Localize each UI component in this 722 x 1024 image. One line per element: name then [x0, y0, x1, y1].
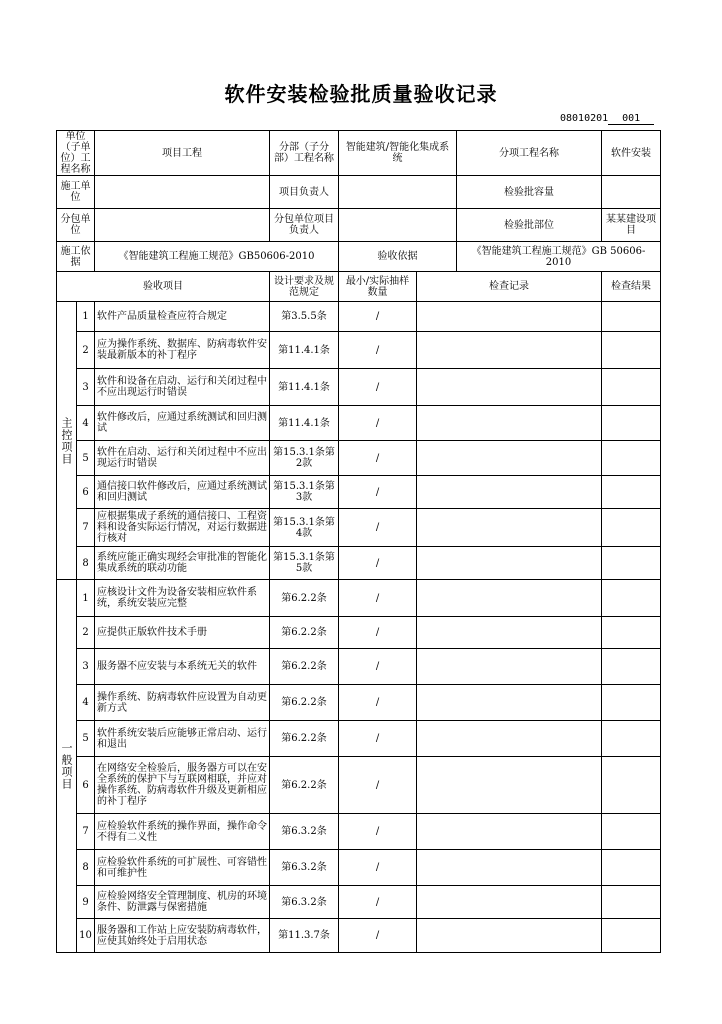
code-prefix: 08010201: [560, 113, 609, 124]
item-record: [417, 757, 602, 814]
item-number: 10: [77, 919, 95, 953]
item-text: 软件和设备在启动、运行和关闭过程中不应出现运行时错误: [95, 369, 270, 406]
item-text: 在网络安全检验后，服务器方可以在安全系统的保护下与互联网相联，并应对操作系统、防病毒软件升级及更新相应的补丁程序: [95, 757, 270, 814]
table-row: [57, 476, 661, 509]
item-result: [602, 814, 661, 850]
item-text: 操作系统、防病毒软件应设置为自动更新方式: [95, 685, 270, 721]
item-sample: /: [339, 617, 417, 649]
item-text: 软件系统安装后应能够正常启动、运行和退出: [95, 721, 270, 757]
table-row: [57, 332, 661, 369]
item-text: 应核设计文件为设备安装相应软件系统，系统安装应完整: [95, 580, 270, 617]
item-text: 服务器和工作站上应安装防病毒软件，应使其始终处于启用状态: [95, 919, 270, 953]
col-record: 检查记录: [417, 272, 602, 302]
unit-name-value: 项目工程: [95, 131, 270, 176]
item-result: [602, 332, 661, 369]
item-number: 6: [77, 757, 95, 814]
item-spec: 第15.3.1条第2款: [270, 441, 339, 476]
item-result: [602, 406, 661, 441]
item-record: [417, 886, 602, 919]
table-row: [57, 302, 661, 332]
item-record: [417, 580, 602, 617]
col-sample: 最小/实际抽样数量: [339, 272, 417, 302]
item-record: [417, 509, 602, 547]
table-row: [57, 617, 661, 649]
item-sample: /: [339, 302, 417, 332]
item-text: 应提供正版软件技术手册: [95, 617, 270, 649]
item-result: [602, 547, 661, 580]
main-section-label: 主控项目: [57, 302, 77, 580]
item-sample: /: [339, 721, 417, 757]
item-record: [417, 476, 602, 509]
item-sample: /: [339, 509, 417, 547]
item-text: 应为操作系统、数据库、防病毒软件安装最新版本的补丁程序: [95, 332, 270, 369]
sub-manager-label: 分包单位项目负责人: [270, 209, 339, 242]
item-spec: 第6.3.2条: [270, 886, 339, 919]
item-result: [602, 919, 661, 953]
item-spec: 第15.3.1条第4款: [270, 509, 339, 547]
item-number: 3: [77, 649, 95, 685]
item-spec: 第6.2.2条: [270, 649, 339, 685]
table-row: [57, 886, 661, 919]
table-row: [57, 685, 661, 721]
item-spec: 第6.2.2条: [270, 685, 339, 721]
item-number: 1: [77, 302, 95, 332]
item-text: 软件在启动、运行和关闭过程中不应出现运行时错误: [95, 441, 270, 476]
item-text: 软件修改后，应通过系统测试和回归测试: [95, 406, 270, 441]
item-sample: /: [339, 580, 417, 617]
item-number: 8: [77, 850, 95, 886]
item-result: [602, 441, 661, 476]
item-record: [417, 302, 602, 332]
item-number: 4: [77, 685, 95, 721]
item-text: 系统应能正确实现经会审批准的智能化集成系统的联动功能: [95, 547, 270, 580]
sub-item-name-value: 软件安装: [602, 131, 661, 176]
item-sample: /: [339, 369, 417, 406]
table-row: [57, 441, 661, 476]
item-text: 服务器不应安装与本系统无关的软件: [95, 649, 270, 685]
item-sample: /: [339, 919, 417, 953]
batch-capacity-label: 检验批容量: [457, 176, 602, 209]
table-row: [57, 369, 661, 406]
item-sample: /: [339, 850, 417, 886]
item-record: [417, 617, 602, 649]
item-record: [417, 685, 602, 721]
item-sample: /: [339, 406, 417, 441]
unit-name-label: 单位（子单位）工程名称: [57, 131, 95, 176]
item-spec: 第11.4.1条: [270, 332, 339, 369]
item-record: [417, 814, 602, 850]
item-number: 9: [77, 886, 95, 919]
table-row: [57, 547, 661, 580]
basis-label: 施工依据: [57, 242, 95, 272]
item-record: [417, 406, 602, 441]
item-number: 5: [77, 721, 95, 757]
table-row: [57, 757, 661, 814]
item-result: [602, 369, 661, 406]
construction-unit-label: 施工单位: [57, 176, 95, 209]
construction-unit-value: [95, 176, 270, 209]
item-spec: 第6.2.2条: [270, 580, 339, 617]
item-number: 1: [77, 580, 95, 617]
item-record: [417, 919, 602, 953]
item-number: 2: [77, 332, 95, 369]
item-text: 通信接口软件修改后，应通过系统测试和回归测试: [95, 476, 270, 509]
page-title: 软件安装检验批质量验收记录: [224, 82, 498, 106]
item-sample: /: [339, 441, 417, 476]
col-spec: 设计要求及规范规定: [270, 272, 339, 302]
item-spec: 第3.5.5条: [270, 302, 339, 332]
general-section-label: 一般项目: [57, 580, 77, 953]
item-spec: 第11.4.1条: [270, 369, 339, 406]
item-record: [417, 547, 602, 580]
table-row: [57, 919, 661, 953]
item-result: [602, 509, 661, 547]
item-spec: 第6.3.2条: [270, 850, 339, 886]
table-row: [57, 850, 661, 886]
batch-location-label: 检验批部位: [457, 209, 602, 242]
item-sample: /: [339, 649, 417, 685]
item-record: [417, 369, 602, 406]
item-sample: /: [339, 814, 417, 850]
acceptance-basis-value: 《智能建筑工程施工规范》GB 50606-2010: [457, 242, 661, 272]
col-result: 检查结果: [602, 272, 661, 302]
project-manager-value: [339, 176, 457, 209]
batch-capacity-value: [602, 176, 661, 209]
item-number: 5: [77, 441, 95, 476]
project-manager-label: 项目负责人: [270, 176, 339, 209]
item-record: [417, 649, 602, 685]
item-number: 2: [77, 617, 95, 649]
item-spec: 第6.2.2条: [270, 757, 339, 814]
subcontractor-label: 分包单位: [57, 209, 95, 242]
item-spec: 第6.2.2条: [270, 721, 339, 757]
item-sample: /: [339, 685, 417, 721]
table-row: [57, 509, 661, 547]
record-code: [560, 113, 654, 125]
table-row: [57, 649, 661, 685]
code-number: 001: [608, 113, 654, 125]
item-record: [417, 721, 602, 757]
item-number: 7: [77, 814, 95, 850]
table-row: [57, 580, 661, 617]
col-item: 验收项目: [57, 272, 270, 302]
part-name-label: 分部（子分部）工程名称: [270, 131, 339, 176]
part-name-value: 智能建筑/智能化集成系统: [339, 131, 457, 176]
table-row: [57, 721, 661, 757]
item-spec: 第6.2.2条: [270, 617, 339, 649]
item-spec: 第11.3.7条: [270, 919, 339, 953]
item-number: 6: [77, 476, 95, 509]
item-result: [602, 886, 661, 919]
item-sample: /: [339, 886, 417, 919]
item-result: [602, 685, 661, 721]
item-number: 3: [77, 369, 95, 406]
item-spec: 第11.4.1条: [270, 406, 339, 441]
item-text: 软件产品质量检查应符合规定: [95, 302, 270, 332]
table-row: [57, 406, 661, 441]
sub-manager-value: [339, 209, 457, 242]
item-sample: /: [339, 547, 417, 580]
batch-location-value: 某某建设项目: [602, 209, 661, 242]
item-record: [417, 332, 602, 369]
item-spec: 第15.3.1条第5款: [270, 547, 339, 580]
item-result: [602, 476, 661, 509]
table-row: [57, 814, 661, 850]
item-result: [602, 757, 661, 814]
item-spec: 第15.3.1条第3款: [270, 476, 339, 509]
item-sample: /: [339, 476, 417, 509]
item-number: 4: [77, 406, 95, 441]
item-record: [417, 850, 602, 886]
sub-item-name-label: 分项工程名称: [457, 131, 602, 176]
item-result: [602, 580, 661, 617]
item-sample: /: [339, 332, 417, 369]
item-result: [602, 617, 661, 649]
item-result: [602, 850, 661, 886]
acceptance-table: [56, 130, 661, 953]
item-result: [602, 649, 661, 685]
basis-value: 《智能建筑工程施工规范》GB50606-2010: [95, 242, 339, 272]
item-spec: 第6.3.2条: [270, 814, 339, 850]
subcontractor-value: [95, 209, 270, 242]
item-record: [417, 441, 602, 476]
item-number: 7: [77, 509, 95, 547]
item-result: [602, 721, 661, 757]
acceptance-basis-label: 验收依据: [339, 242, 457, 272]
item-text: 应检验软件系统的可扩展性、可容错性和可维护性: [95, 850, 270, 886]
item-result: [602, 302, 661, 332]
item-sample: /: [339, 757, 417, 814]
item-text: 应检验软件系统的操作界面，操作命令不得有二义性: [95, 814, 270, 850]
item-text: 应检验网络安全管理制度、机房的环境条件、防泄露与保密措施: [95, 886, 270, 919]
item-text: 应根据集成子系统的通信接口、工程资料和设备实际运行情况，对运行数据进行核对: [95, 509, 270, 547]
item-number: 8: [77, 547, 95, 580]
